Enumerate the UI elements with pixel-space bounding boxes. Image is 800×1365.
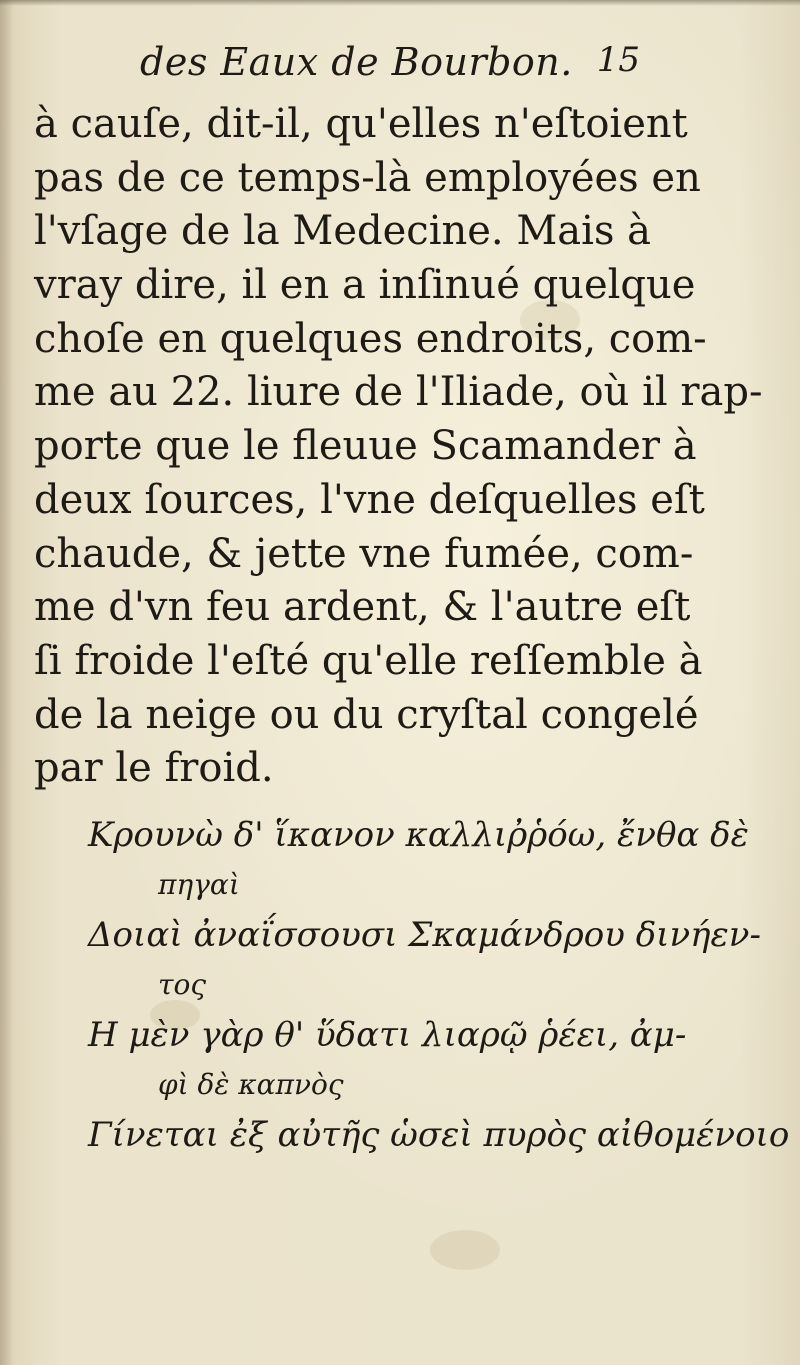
body-text (34, 98, 763, 796)
text-line: à cauſe, dit-il, qu'elles n'eſtoient (34, 101, 688, 147)
text-line: choſe en quelques endroits, com- (34, 315, 707, 362)
page-header (140, 40, 640, 90)
greek-quotation (88, 810, 790, 1160)
text-line: l'vſage de la Medecine. Mais à (34, 208, 652, 255)
text-line: me au 22. liure de l'Iliade, où il rap- (34, 369, 763, 416)
text-line: chaude, & jette vne fumée, com- (34, 530, 694, 577)
verse-line: Γίνεται ἐξ αὐτῆς ὡσεὶ πυρὸς αἰθομένοιο (88, 1115, 790, 1155)
gutter-shadow (0, 0, 14, 1365)
verse-line: Κρουνὼ δ' ἵκανον καλλιῤῥόω, ἔνθα δὲ (88, 815, 749, 855)
verse-line: Δοιαὶ ἀναΐσσουσι Σκαμάνδρου δινήεν- (88, 915, 761, 955)
text-line: porte que le fleuue Scamander à (34, 423, 697, 470)
top-edge (0, 0, 800, 6)
running-head: des Eaux de Bourbon. (140, 40, 573, 84)
text-line: me d'vn feu ardent, & l'autre eſt (34, 584, 691, 631)
verse-line-continuation: πηγαὶ (158, 868, 240, 901)
verse-line-continuation: φὶ δὲ καπνὸς (158, 1068, 344, 1101)
verse-line: Η μὲν γὰρ θ' ὕδατι λιαρῷ ῥέει, ἀμ- (88, 1015, 687, 1055)
text-line: ſi froide l'eſté qu'elle reſſemble à (34, 637, 703, 684)
foxing-spot (430, 1230, 500, 1270)
text-line: de la neige ou du cryſtal congelé (34, 691, 699, 738)
text-line: par le froid. (34, 745, 274, 792)
text-line: pas de ce temps-là employées en (34, 154, 701, 201)
page-number: 15 (596, 40, 640, 80)
verse-line-continuation: τος (158, 968, 207, 1001)
text-line: vray dire, il en a inſinué quelque (34, 262, 696, 309)
text-line: deux ſources, l'vne deſquelles eſt (34, 476, 705, 523)
